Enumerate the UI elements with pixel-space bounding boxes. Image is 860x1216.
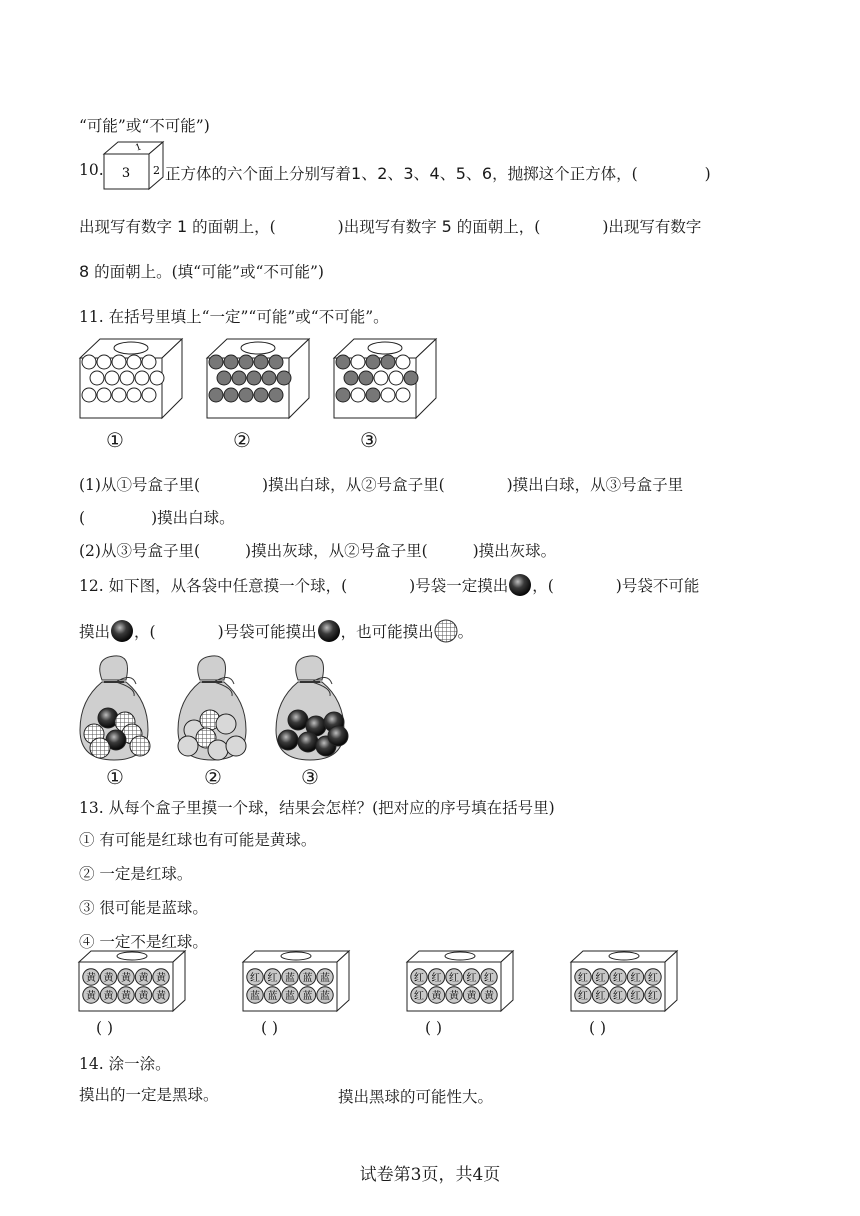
ball-label: 黄: [138, 991, 149, 1002]
gray-ball: [239, 355, 253, 369]
white-ball: [97, 388, 111, 402]
plain-ball: [178, 736, 198, 756]
white-ball: [112, 388, 126, 402]
white-ball: [142, 388, 156, 402]
q12-label-3: ③: [301, 765, 319, 789]
white-ball: [142, 355, 156, 369]
ball-label: 黄: [103, 991, 114, 1002]
white-ball: [90, 371, 104, 385]
ball-label: 红: [431, 973, 442, 984]
q11-label-3: ③: [360, 428, 378, 452]
ball-box-1: [80, 339, 182, 418]
white-ball: [82, 388, 96, 402]
gray-ball: [269, 388, 283, 402]
ball-label: 蓝: [285, 991, 295, 1002]
white-ball: [396, 355, 410, 369]
ball-label: 红: [414, 991, 424, 1002]
white-ball: [351, 355, 365, 369]
q12-line1: 12. 如下图，从各袋中任意摸一个球，( )号袋一定摸出 ，( )号袋不可能: [79, 573, 699, 597]
ball-label: 红: [630, 991, 641, 1002]
ball-label: 黄: [138, 973, 149, 984]
black-ball: [328, 726, 348, 746]
black-ball-icon: [317, 619, 341, 643]
plain-ball: [208, 740, 228, 760]
ball-label: 红: [578, 991, 588, 1002]
plain-ball: [216, 714, 236, 734]
gray-ball: [277, 371, 291, 385]
q11-label-1: ①: [106, 428, 124, 452]
q11-boxes-figure: [79, 338, 441, 420]
gray-ball: [366, 355, 380, 369]
black-ball: [278, 730, 298, 750]
gray-ball: [254, 355, 268, 369]
ball-label: 黄: [86, 991, 96, 1002]
ball-label: 黄: [121, 991, 131, 1002]
q13-title: 13. 从每个盒子里摸一个球，结果会怎样？(把对应的序号填在括号里): [79, 799, 555, 817]
black-ball: [298, 732, 318, 752]
page-footer: 试卷第3页，共4页: [359, 1165, 501, 1185]
ball-label: 黄: [103, 973, 114, 984]
ball-label: 黄: [156, 991, 166, 1002]
black-ball-icon: [508, 573, 532, 597]
gray-ball: [247, 371, 261, 385]
plain-ball: [226, 736, 246, 756]
q14-title: 14. 涂一涂。: [79, 1055, 171, 1073]
ball-label: 红: [613, 973, 623, 984]
ball-label: 红: [595, 991, 606, 1002]
ball-label: 蓝: [320, 973, 330, 984]
ball-label: 蓝: [302, 991, 313, 1002]
white-ball: [150, 371, 164, 385]
q13-answer-4[interactable]: ( ): [589, 1019, 607, 1037]
white-ball: [351, 388, 365, 402]
white-ball: [135, 371, 149, 385]
white-ball: [120, 371, 134, 385]
q13-answer-2[interactable]: ( ): [261, 1019, 279, 1037]
q9-tail: “可能”或“不可能”): [79, 117, 210, 135]
black-ball: [288, 710, 308, 730]
gray-ball: [366, 388, 380, 402]
q12-line2: 摸出 ，( )号袋可能摸出 ，也可能摸出 。: [79, 619, 473, 643]
cloth-bag-3: [276, 656, 348, 760]
gray-ball: [224, 355, 238, 369]
q14-left: 摸出的一定是黑球。: [79, 1086, 219, 1104]
gray-ball: [269, 355, 283, 369]
white-ball: [112, 355, 126, 369]
q12-label-1: ①: [106, 765, 124, 789]
white-ball: [396, 388, 410, 402]
label-box-1: [79, 951, 185, 1011]
gray-ball: [336, 355, 350, 369]
gray-ball: [224, 388, 238, 402]
ball-label: 黄: [156, 973, 166, 984]
q11-title: 11. 在括号里填上“一定”“可能”或“不可能”。: [79, 308, 389, 326]
grid-ball-icon: [434, 619, 458, 643]
white-ball: [82, 355, 96, 369]
cloth-bag-2: [178, 656, 246, 760]
white-ball: [381, 388, 395, 402]
cloth-bag-1: [80, 656, 150, 760]
grid-ball: [130, 736, 150, 756]
ball-label: 红: [250, 973, 260, 984]
q10-number: 10.: [79, 161, 104, 179]
q13-option-2: ② 一定是红球。: [79, 865, 193, 883]
q10-line2: 出现写有数字 1 的面朝上，( )出现写有数字 5 的面朝上，( )出现写有数字: [79, 217, 702, 236]
q12-bags-figure: [76, 650, 358, 762]
q11-part2: (2)从③号盒子里( )摸出灰球，从②号盒子里( )摸出灰球。: [79, 542, 557, 560]
gray-ball: [217, 371, 231, 385]
ball-label: 黄: [449, 991, 459, 1002]
gray-ball: [209, 355, 223, 369]
ball-label: 蓝: [250, 991, 260, 1002]
q13-option-3: ③ 很可能是蓝球。: [79, 899, 208, 917]
q12-label-2: ②: [204, 765, 222, 789]
gray-ball: [344, 371, 358, 385]
q11-part1: (1)从①号盒子里( )摸出白球，从②号盒子里( )摸出白球，从③号盒子里: [79, 476, 684, 494]
white-ball: [127, 355, 141, 369]
label-box-4: [571, 951, 677, 1011]
q10-line1: 正方体的六个面上分别写着1、2、3、4、5、6，抛掷这个正方体，( ): [165, 164, 711, 183]
ball-label: 红: [595, 973, 606, 984]
ball-label: 蓝: [302, 973, 313, 984]
q10-line3: 8 的面朝上。(填“可能”或“不可能”): [79, 262, 324, 281]
white-ball: [389, 371, 403, 385]
ball-label: 红: [414, 973, 424, 984]
die-front-label: 3: [121, 166, 131, 181]
label-box-2: [243, 951, 349, 1011]
white-ball: [127, 388, 141, 402]
ball-label: 蓝: [267, 991, 278, 1002]
grid-ball: [90, 738, 110, 758]
gray-ball: [209, 388, 223, 402]
q13-option-4: ④ 一定不是红球。: [79, 933, 208, 951]
ball-label: 黄: [484, 991, 494, 1002]
ball-label: 红: [449, 973, 459, 984]
q14-right: 摸出黑球的可能性大。: [338, 1088, 494, 1106]
ball-label: 红: [578, 973, 588, 984]
q13-answer-1[interactable]: ( ): [96, 1019, 114, 1037]
ball-label: 红: [648, 973, 658, 984]
gray-ball: [336, 388, 350, 402]
gray-ball: [239, 388, 253, 402]
black-ball-icon: [110, 619, 134, 643]
white-ball: [105, 371, 119, 385]
gray-ball: [232, 371, 246, 385]
ball-label: 黄: [86, 973, 96, 984]
ball-label: 黄: [121, 973, 131, 984]
q11-part1-cont: ( )摸出白球。: [79, 509, 235, 527]
ball-label: 蓝: [320, 991, 330, 1002]
gray-ball: [359, 371, 373, 385]
q13-option-1: ① 有可能是红球也有可能是黄球。: [79, 831, 317, 849]
ball-label: 红: [466, 973, 477, 984]
ball-label: 红: [630, 973, 641, 984]
q11-label-2: ②: [233, 428, 251, 452]
ball-label: 红: [613, 991, 623, 1002]
ball-label: 黄: [431, 991, 442, 1002]
gray-ball: [262, 371, 276, 385]
gray-ball: [254, 388, 268, 402]
q13-boxes-figure: [78, 950, 680, 1014]
ball-label: 红: [484, 973, 494, 984]
ball-label: 蓝: [285, 973, 295, 984]
ball-label: 红: [267, 973, 278, 984]
ball-box-2: [207, 339, 309, 418]
q13-answer-3[interactable]: ( ): [425, 1019, 443, 1037]
ball-box-3: [334, 339, 436, 418]
die-image: [103, 140, 163, 190]
label-box-3: [407, 951, 513, 1011]
white-ball: [374, 371, 388, 385]
ball-label: 黄: [466, 991, 477, 1002]
die-top-label: 1: [134, 142, 144, 154]
die-side-label: 2: [153, 164, 160, 177]
ball-label: 红: [648, 991, 658, 1002]
white-ball: [97, 355, 111, 369]
gray-ball: [381, 355, 395, 369]
gray-ball: [404, 371, 418, 385]
